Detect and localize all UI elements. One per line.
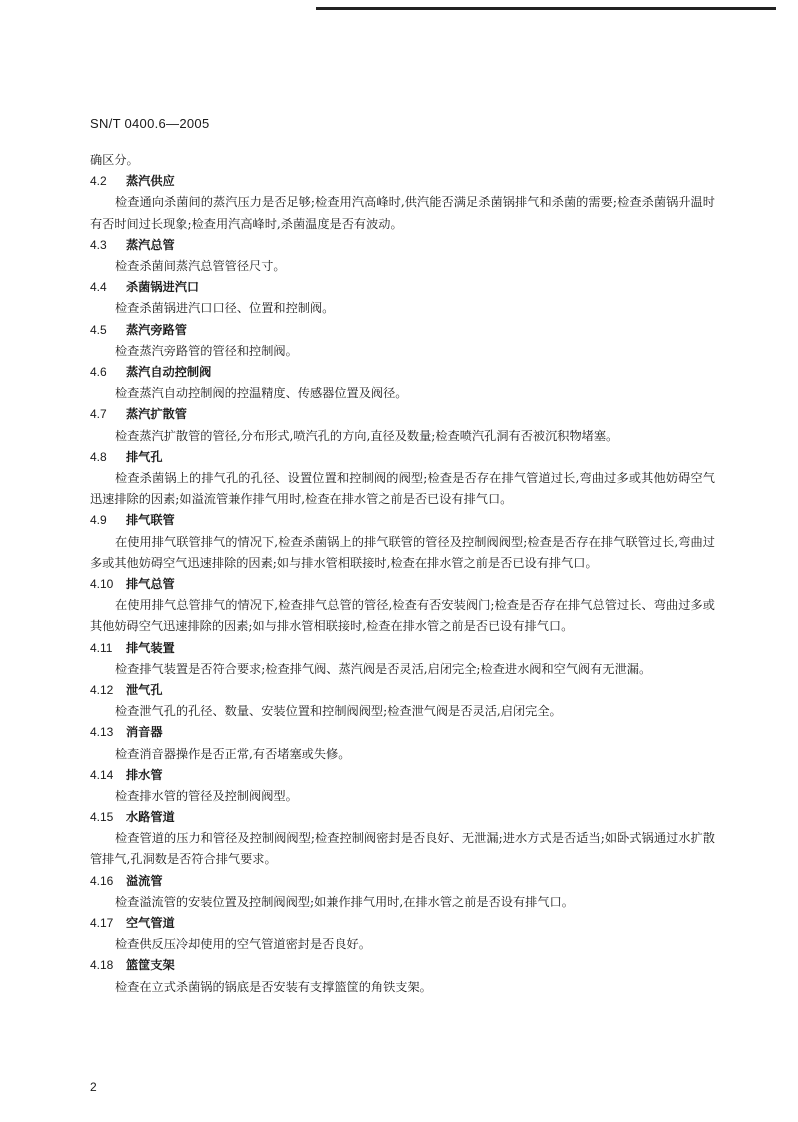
section-body: 检查消音器操作是否正常,有否堵塞或失修。	[115, 746, 351, 761]
section	[90, 362, 715, 404]
section-list	[90, 171, 715, 998]
section-title: 篮筐支架	[126, 958, 175, 973]
section	[90, 807, 715, 871]
section-title: 蒸汽自动控制阀	[126, 364, 212, 379]
section-title: 排水管	[126, 767, 163, 782]
section-heading	[90, 638, 715, 659]
section-body: 检查供反压冷却使用的空气管道密封是否良好。	[115, 937, 371, 952]
section-body: 检查蒸汽扩散管的管径,分布形式,喷汽孔的方向,直径及数量;检查喷汽孔洞有否被沉积物堵塞。	[115, 428, 619, 443]
section	[90, 722, 715, 764]
section-number: 4.18	[90, 958, 114, 973]
section-body: 检查杀菌锅进汽口口径、位置和控制阀。	[115, 301, 335, 316]
section-title: 排气联管	[126, 513, 175, 528]
section-heading	[90, 955, 715, 976]
section-title: 消音器	[126, 725, 163, 740]
section-heading	[90, 510, 715, 531]
section-body: 检查排水管的管径及控制阀阀型。	[115, 788, 298, 803]
section-title: 排气孔	[126, 449, 163, 464]
section-body: 检查蒸汽自动控制阀的控温精度、传感器位置及阀径。	[115, 386, 408, 401]
section-body: 检查泄气孔的孔径、数量、安装位置和控制阀阀型;检查泄气阀是否灵活,启闭完全。	[115, 704, 562, 719]
section	[90, 171, 715, 235]
standard-code: SN/T 0400.6—2005	[90, 116, 210, 131]
section	[90, 404, 715, 446]
section	[90, 955, 715, 997]
section-body: 检查通向杀菌间的蒸汽压力是否足够;检查用汽高峰时,供汽能否满足杀菌锅排气和杀菌的需要;检查杀菌锅升温时有否时间过长现象;检查用汽高峰时,杀菌温度是否有波动。	[90, 195, 715, 231]
section-body: 检查杀菌锅上的排气孔的孔径、设置位置和控制阀的阀型;检查是否存在排气管道过长,弯曲过多或其他妨碍空气迅速排除的因素;如溢流管兼作排气用时,检查在排水管之前是否已设有排气口。	[90, 470, 715, 507]
section-heading	[90, 235, 715, 256]
section-number: 4.13	[90, 725, 114, 740]
section-title: 蒸汽旁路管	[126, 322, 187, 337]
section-heading	[90, 277, 715, 298]
section-title: 溢流管	[126, 873, 163, 888]
section-number: 4.16	[90, 873, 114, 888]
section-number: 4.3	[90, 237, 107, 252]
section-title: 蒸汽扩散管	[126, 407, 187, 422]
section-heading	[90, 871, 715, 892]
section-body: 在使用排气总管排气的情况下,检查排气总管的管径,检查有否安装阀门;检查是否存在排气总管过长、弯曲过多或其他妨碍空气迅速排除的因素;如与排水管相联接时,检查在排水管之前是否已设有排气口。	[90, 598, 715, 634]
section-title: 排气总管	[126, 576, 175, 591]
document-body	[90, 150, 715, 998]
section-body: 检查排气装置是否符合要求;检查排气阀、蒸汽阀是否灵活,启闭完全;检查进水阀和空气阀有无泄漏。	[115, 661, 652, 676]
section-body: 检查溢流管的安装位置及控制阀阀型;如兼作排气用时,在排水管之前是否设有排气口。	[115, 894, 574, 909]
section-number: 4.4	[90, 280, 107, 295]
section-number: 4.2	[90, 174, 107, 189]
section-title: 空气管道	[126, 916, 175, 931]
section-heading	[90, 447, 715, 468]
section-number: 4.9	[90, 513, 107, 528]
section-number: 4.17	[90, 916, 114, 931]
section-number: 4.8	[90, 449, 107, 464]
section-heading	[90, 807, 715, 828]
section-number: 4.11	[90, 640, 113, 655]
section-number: 4.14	[90, 767, 114, 782]
section	[90, 574, 715, 638]
section	[90, 871, 715, 913]
section-number: 4.12	[90, 682, 114, 697]
section-body: 检查蒸汽旁路管的管径和控制阀。	[115, 343, 298, 358]
section-title: 蒸汽供应	[126, 174, 175, 189]
section-number: 4.7	[90, 407, 107, 422]
section-title: 杀菌锅进汽口	[126, 280, 200, 295]
section-heading	[90, 320, 715, 341]
section-heading	[90, 362, 715, 383]
lead-text: 确区分。	[90, 153, 139, 167]
section	[90, 765, 715, 807]
section-title: 泄气孔	[126, 682, 163, 697]
section	[90, 320, 715, 362]
section	[90, 638, 715, 680]
section-body: 检查在立式杀菌锅的锅底是否安装有支撑篮筐的角铁支架。	[115, 979, 432, 994]
section-number: 4.15	[90, 810, 114, 825]
section-number: 4.5	[90, 322, 107, 337]
section-number: 4.6	[90, 364, 107, 379]
section	[90, 913, 715, 955]
section-heading	[90, 171, 715, 192]
section-title: 排气装置	[126, 640, 175, 655]
section-heading	[90, 680, 715, 701]
section-title: 蒸汽总管	[126, 237, 175, 252]
section-heading	[90, 404, 715, 425]
section-heading	[90, 574, 715, 595]
section	[90, 235, 715, 277]
section-title: 水路管道	[126, 810, 175, 825]
section-body: 检查管道的压力和管径及控制阀阀型;检查控制阀密封是否良好、无泄漏;进水方式是否适当;如卧式锅通过水扩散管排气,孔洞数是否符合排气要求。	[90, 831, 715, 867]
section	[90, 680, 715, 722]
page-number: 2	[90, 1080, 97, 1094]
section-heading	[90, 913, 715, 934]
section-heading	[90, 722, 715, 743]
top-rule	[316, 7, 776, 10]
section-body: 在使用排气联管排气的情况下,检查杀菌锅上的排气联管的管径及控制阀阀型;检查是否存在排气联管过长,弯曲过多或其他妨碍空气迅速排除的因素;如与排水管相联接时,检查在排水管之前是否已设有排气口。	[90, 534, 715, 570]
section	[90, 447, 715, 511]
section	[90, 277, 715, 319]
section-body: 检查杀菌间蒸汽总管管径尺寸。	[115, 258, 286, 273]
section-number: 4.10	[90, 576, 114, 591]
section-heading	[90, 765, 715, 786]
section	[90, 510, 715, 574]
